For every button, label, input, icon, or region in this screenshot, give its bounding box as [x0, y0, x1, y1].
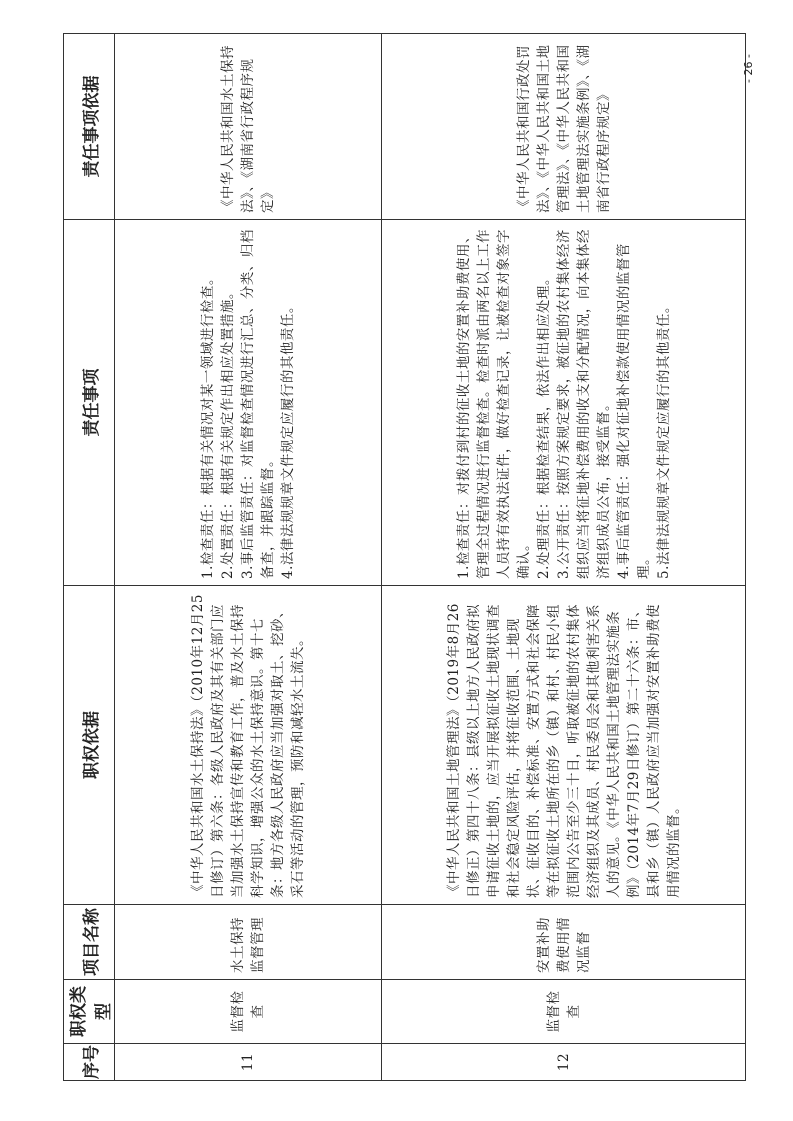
- item-line: 4.法律法规规章文件规定应履行的其他责任。: [280, 299, 296, 579]
- row-law: 《中华人民共和国水土保持法》、《湖南省行政程序规定》: [220, 45, 276, 213]
- row-no: 11: [240, 1052, 256, 1072]
- header-law: 责任事项依据: [64, 34, 115, 220]
- header-type: 职权类型: [64, 980, 115, 1044]
- row-basis: 《中华人民共和国土地管理法》（2019年8月26日修正）第四十八条：县级以上地方人民政府拟申请征收土地的，应当开展拟征收土地现状调查和社会稳定风险评估，并将征收范围、土地现状、征收目的、补偿标准、安置方式和社会保障等在拟征收土地所在的乡（镇）和村、村民小组范围内公告至少三十日，听取被征地的农村集体经济组织及其成员、村民委员会和其他利害关系人的意见。《中华人民共和国土地管理法实施条例》（2014年7月29日修订）第二十六条：市、县和乡（镇）人民政府应当加强对安置补助费使用情况的监督。: [445, 603, 682, 898]
- row-type: 监督检查: [545, 990, 582, 1033]
- row-no: 12: [555, 1052, 572, 1072]
- header-basis: 职权依据: [64, 586, 115, 905]
- row-name: 水土保持监督管理: [230, 917, 266, 973]
- item-line: 4.事后监管责任：强化对征地补偿款使用情况的监督管理。: [615, 243, 652, 579]
- item-line: 2.处置责任：根据有关规定作出相应处置措施。: [220, 285, 236, 579]
- item-line: 2.处理责任：根据检查结果，依法作出相应处理。: [535, 271, 552, 579]
- item-line: 1.检查责任：根据有关情况对某一领域进行检查。: [200, 271, 216, 579]
- page-number: - 26 -: [742, 54, 755, 83]
- row-items: [450, 220, 678, 585]
- row-name: 安置补助费使用情况监督: [535, 917, 592, 973]
- table-row: [115, 34, 382, 1081]
- table-row: [382, 34, 746, 1081]
- responsibility-table: [63, 33, 746, 1081]
- item-line: 1.检查责任：对拨付到村的征收土地的安置补助费使用、管理全过程情况进行监督检查。检查时派由两名以上工作人员持有效执法证件，做好检查记录，让被检查对象签字确认。: [455, 229, 532, 579]
- row-law: 《中华人民共和国行政处罚法》、《中华人民共和国土地管理法》、《中华人民共和国土地管理法实施条例》、《湖南省行政程序规定》: [515, 44, 612, 213]
- header-name: 项目名称: [64, 905, 115, 980]
- item-line: 5.法律法规规章文件规定应履行的其他责任。: [655, 299, 672, 579]
- item-line: 3.公开责任：按照方案规定要求，被征地的农村集体经济组织应当将征地补偿费用的收支和分配情况，向本集体经济组织成员公布，接受监督。: [555, 229, 612, 579]
- header-items: 责任事项: [64, 220, 115, 586]
- row-type: 监督检查: [230, 990, 266, 1033]
- row-items: [194, 220, 302, 585]
- row-basis: 《中华人民共和国水土保持法》（2010年12月25日修订）第六条：各级人民政府及其有关部门应当加强水土保持宣传和教育工作，普及水土保持科学知识，增强公众的水土保持意识。第十七条：地方各级人民政府应当加强对取土、挖砂、采石等活动的管理，预防和减轻水土流失。: [190, 594, 306, 898]
- table-header-row: [64, 34, 115, 1081]
- item-line: 3.事后监管责任：对监督检查情况进行汇总、分类、归档备查，并跟踪监督。: [240, 229, 276, 579]
- header-no: 序号: [64, 1044, 115, 1081]
